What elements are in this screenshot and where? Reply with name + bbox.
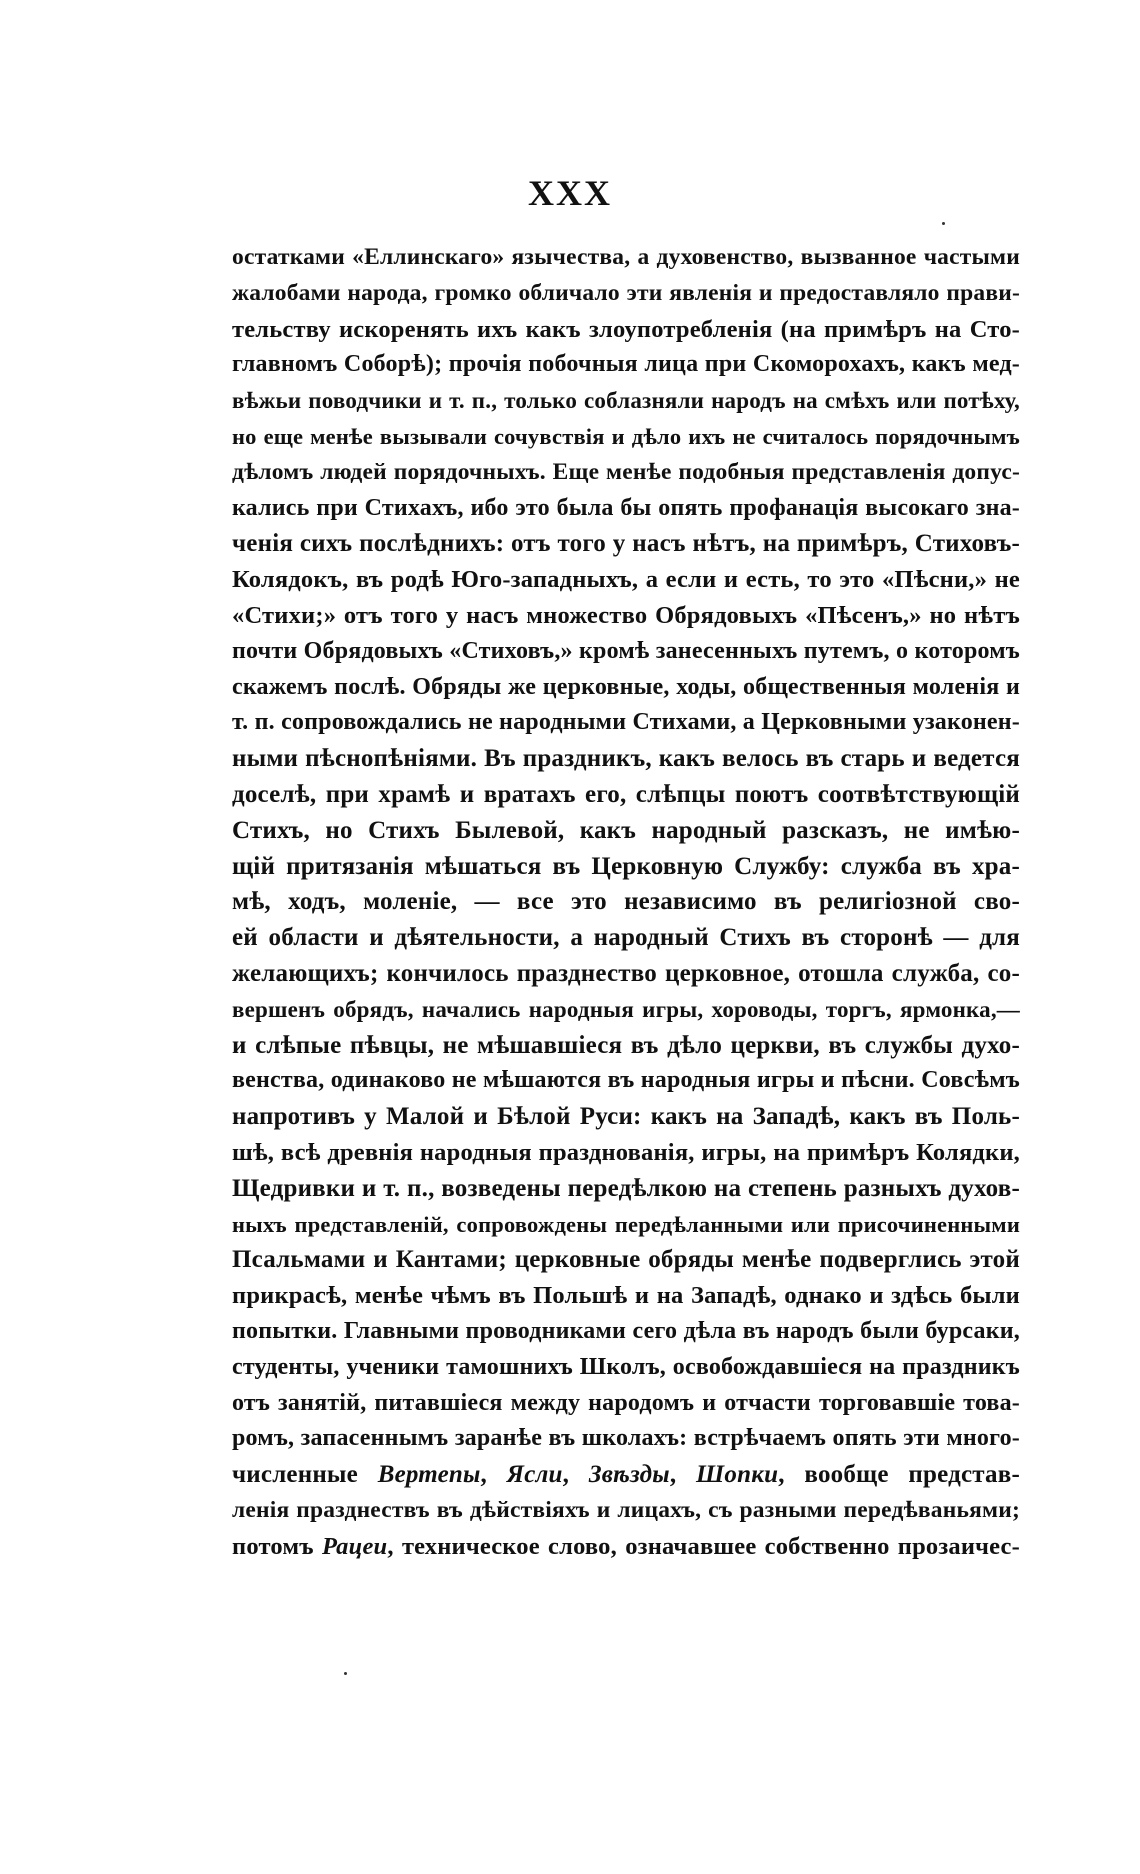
text-line: Колядокъ, въ родѣ Юго-западныхъ, а если и есть, то это «Пѣсни,» не bbox=[232, 566, 1020, 594]
line-text: , техническое слово, означавшее собственно прозаичес- bbox=[387, 1532, 1020, 1560]
body-text bbox=[232, 240, 1020, 1564]
text-line: венства, одинаково не мѣшаются въ народныя игры и пѣсни. Совсѣмъ bbox=[232, 1067, 1020, 1094]
text-line: мѣ, ходъ, моленіе, — все это независимо въ религіозной сво- bbox=[232, 888, 1020, 916]
line-text: , вообще представ- bbox=[778, 1461, 1020, 1489]
text-line: скажемъ послѣ. Обряды же церковные, ходы, общественныя моленія и bbox=[232, 673, 1020, 700]
text-line: отъ занятій, питавшіеся между народомъ и отчасти торговавшіе това- bbox=[232, 1389, 1020, 1416]
text-line: ченія сихъ послѣднихъ: отъ того у насъ нѣтъ, на примѣръ, Стиховъ- bbox=[232, 530, 1020, 558]
text-line: попытки. Главными проводниками сего дѣла въ народъ были бурсаки, bbox=[232, 1317, 1020, 1344]
text-line: ей области и дѣятельности, а народный Стихъ въ сторонѣ — для bbox=[232, 924, 1020, 952]
text-line: жалобами народа, громко обличало эти явленія и предоставляло прави- bbox=[232, 279, 1020, 306]
text-line: т. п. сопровождались не народными Стихами, а Церковными узаконен- bbox=[232, 709, 1020, 736]
text-line: желающихъ; кончилось празднество церковное, отошла служба, со- bbox=[232, 959, 1020, 987]
line-text: , bbox=[480, 1461, 507, 1489]
text-line: кались при Стихахъ, ибо это была бы опять профанація высокаго зна- bbox=[232, 494, 1020, 521]
text-line: щій притязанія мѣшаться въ Церковную Службу: служба въ хра- bbox=[232, 852, 1020, 880]
text-line: но еще менѣе вызывали сочувствія и дѣло ихъ не считалось порядочнымъ bbox=[232, 423, 1020, 449]
text-line-with-italics bbox=[232, 1457, 1020, 1493]
text-line: вѣжьи поводчики и т. п., только соблазняли народъ на смѣхъ или потѣху, bbox=[232, 388, 1020, 414]
italic-term: Ясли bbox=[506, 1461, 563, 1489]
line-text: , bbox=[562, 1461, 589, 1489]
text-line: Псальмами и Кантами; церковные обряды менѣе подверглись этой bbox=[232, 1246, 1020, 1274]
text-line: главномъ Соборѣ); прочія побочныя лица при Скоморохахъ, какъ мед- bbox=[232, 351, 1020, 378]
text-line: ленія празднествъ въ дѣйствіяхъ и лицахъ, съ разными передѣваньями; bbox=[232, 1496, 1020, 1523]
text-line: остатками «Еллинскаго» язычества, а духовенство, вызванное частыми bbox=[232, 244, 1020, 270]
text-line: студенты, ученики тамошнихъ Школъ, освобождавшіеся на праздникъ bbox=[232, 1353, 1020, 1380]
page-number: XXX bbox=[528, 173, 612, 213]
text-line: Стихъ, но Стихъ Былевой, какъ народный разсказъ, не имѣю- bbox=[232, 816, 1020, 844]
text-line: доселѣ, при храмѣ и вратахъ его, слѣпцы поютъ соотвѣтствующій bbox=[232, 780, 1020, 808]
paper-speck bbox=[344, 1672, 347, 1675]
text-line: Щедривки и т. п., возведены передѣлкою на степень разныхъ духов- bbox=[232, 1174, 1020, 1202]
text-line: «Стихи;» отъ того у насъ множество Обрядовыхъ «Пѣсенъ,» но нѣтъ bbox=[232, 601, 1020, 629]
text-line: и слѣпые пѣвцы, не мѣшавшіеся въ дѣло церкви, въ службы духо- bbox=[232, 1031, 1020, 1059]
text-line: прикрасѣ, менѣе чѣмъ въ Польшѣ и на Западѣ, однако и здѣсь были bbox=[232, 1282, 1020, 1310]
italic-term: Рацеи bbox=[321, 1532, 388, 1560]
text-line: почти Обрядовыхъ «Стиховъ,» кромѣ занесенныхъ путемъ, о которомъ bbox=[232, 637, 1020, 664]
line-text: , bbox=[669, 1461, 697, 1489]
text-line: дѣломъ людей порядочныхъ. Еще менѣе подобныя представленія допус- bbox=[232, 458, 1020, 485]
text-line-with-italics bbox=[232, 1529, 1020, 1565]
line-text: численные bbox=[232, 1461, 378, 1489]
italic-term: Звѣзды bbox=[588, 1461, 670, 1489]
text-line: вершенъ обрядъ, начались народныя игры, хороводы, торгъ, ярмонка,— bbox=[232, 996, 1020, 1022]
text-line: напротивъ у Малой и Бѣлой Руси: какъ на Западѣ, какъ въ Поль- bbox=[232, 1103, 1020, 1131]
text-line: ными пѣснопѣніями. Въ праздникъ, какъ велось въ старь и ведется bbox=[232, 745, 1020, 773]
italic-term: Шопки bbox=[696, 1461, 779, 1489]
italic-term: Вертепы bbox=[377, 1461, 481, 1489]
paper-speck bbox=[942, 222, 945, 225]
text-line: ныхъ представленій, сопровождены передѣланными или присочиненными bbox=[232, 1211, 1020, 1237]
text-line: ромъ, запасеннымъ заранѣе въ школахъ: встрѣчаемъ опять эти много- bbox=[232, 1425, 1020, 1452]
text-line: шѣ, всѣ древнія народныя празднованія, игры, на примѣръ Колядки, bbox=[232, 1138, 1020, 1166]
text-line: тельству искоренять ихъ какъ злоупотребленія (на примѣръ на Сто- bbox=[232, 315, 1020, 343]
line-text: потомъ bbox=[232, 1532, 322, 1560]
